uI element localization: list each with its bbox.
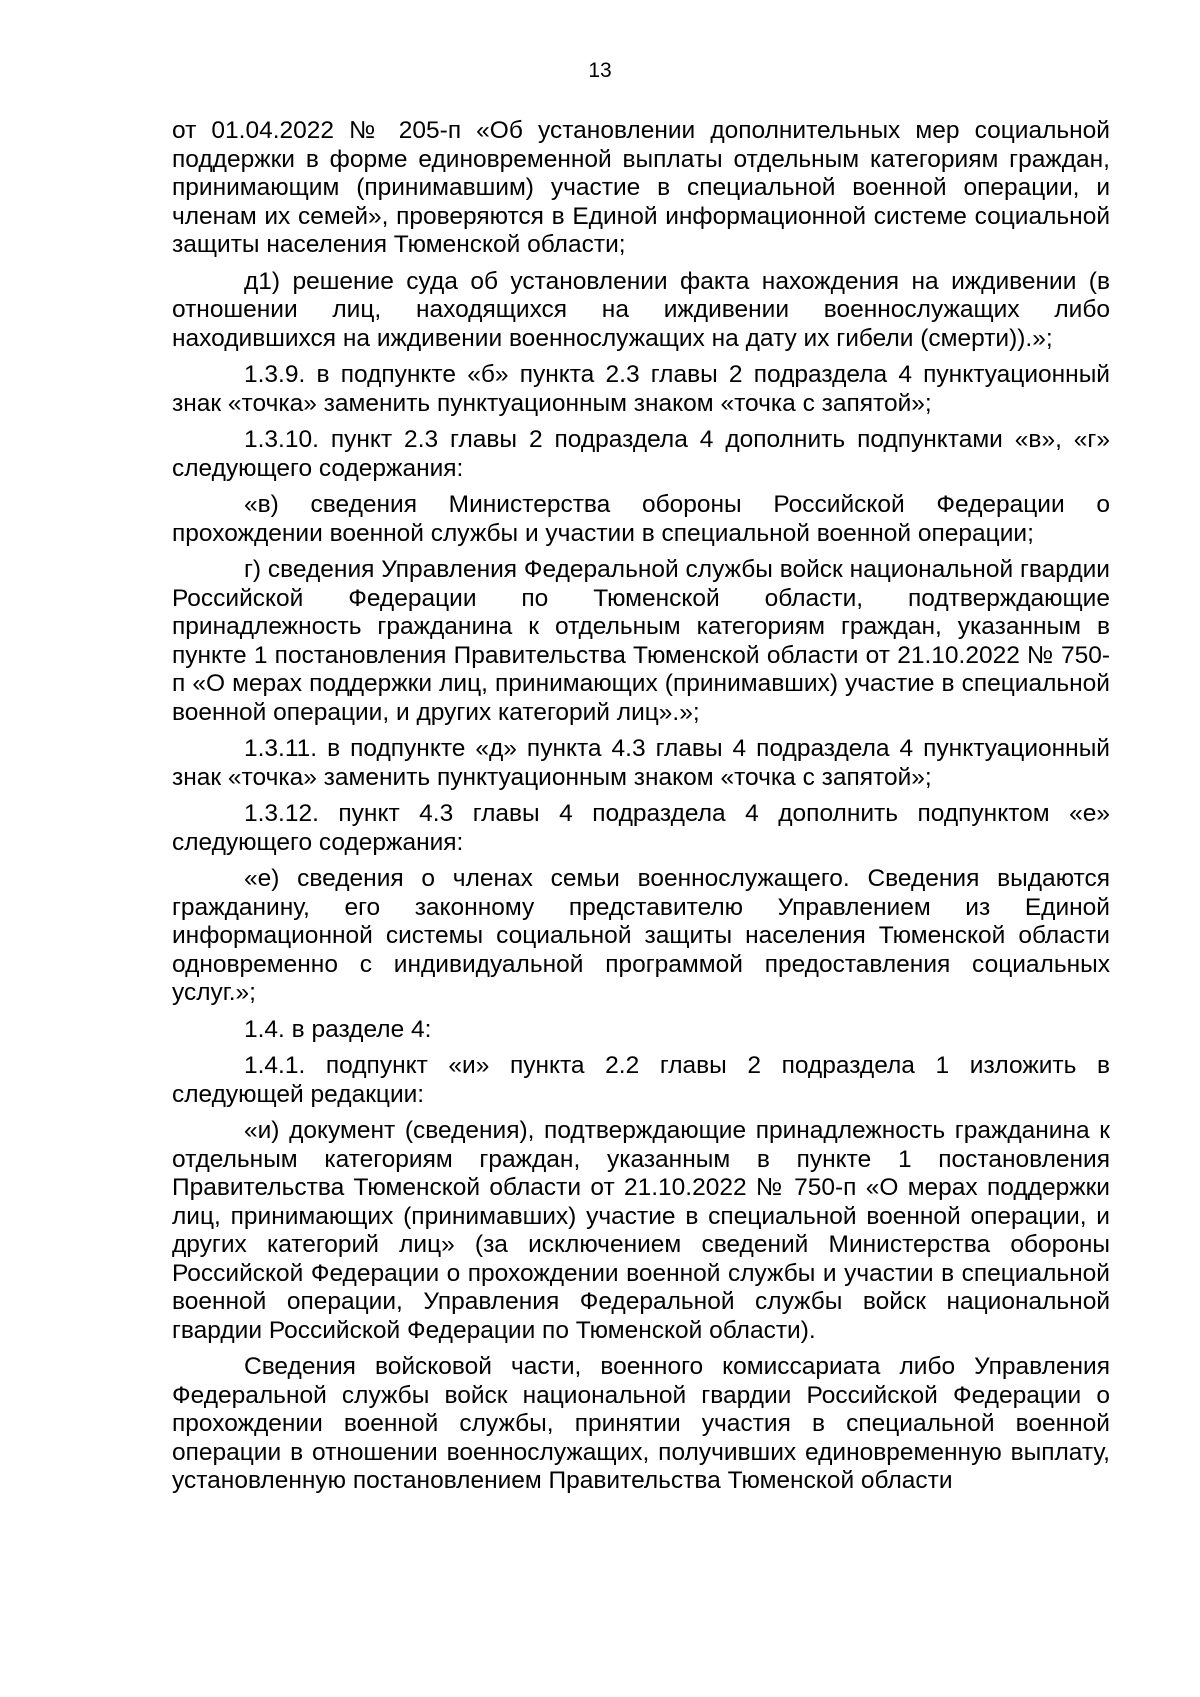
paragraph-svedeniya: Сведения войсковой части, военного комиссариата либо Управления Федеральной службы войск национальной гвардии Российской Федерации о прохождении военной службы, принятии участия в специальной военной операции в отношении военнослужащих, получивших единовременную выплату, установленную постановлением Правительства Тюменской области	[172, 1353, 1110, 1494]
paragraph-subitem-e: «е) сведения о членах семьи военнослужащего. Сведения выдаются гражданину, его законному представителю Управлением из Единой информационной системы социальной защиты населения Тюменской области одновременно с индивидуальной программой предоставления социальных услуг.»;	[172, 865, 1110, 1006]
paragraph-1-3-12: 1.3.12. пункт 4.3 главы 4 подраздела 4 дополнить подпунктом «е» следующего содержания:	[172, 800, 1110, 856]
paragraph-d1: д1) решение суда об установлении факта нахождения на иждивении (в отношении лиц, находящихся на иждивении военнослужащих либо находившихся на иждивении военнослужащих на дату их гибели (смерти)).»;	[172, 267, 1110, 352]
paragraph-continuation: от 01.04.2022 № 205-п «Об установлении дополнительных мер социальной поддержки в форме единовременной выплаты отдельным категориям граждан, принимающим (принимавшим) участие в специальной военной операции, и членам их семей», проверяются в Единой информационной системе социальной защиты населения Тюменской области;	[172, 117, 1110, 258]
paragraph-1-3-9: 1.3.9. в подпункте «б» пункта 2.3 главы 2 подраздела 4 пунктуационный знак «точка» заменить пунктуационным знаком «точка с запятой»;	[172, 361, 1110, 417]
paragraph-subitem-v: «в) сведения Министерства обороны Российской Федерации о прохождении военной службы и участии в специальной военной операции;	[172, 491, 1110, 547]
document-body	[172, 117, 1110, 1504]
paragraph-subitem-g: г) сведения Управления Федеральной службы войск национальной гвардии Российской Федерации по Тюменской области, подтверждающие принадлежность гражданина к отдельным категориям граждан, указанным в пункте 1 постановления Правительства Тюменской области от 21.10.2022 № 750-п «О мерах поддержки лиц, принимающих (принимавших) участие в специальной военной операции, и других категорий лиц».»;	[172, 556, 1110, 726]
paragraph-1-4-1: 1.4.1. подпункт «и» пункта 2.2 главы 2 подраздела 1 изложить в следующей редакции:	[172, 1052, 1110, 1108]
page-number: 13	[588, 59, 612, 82]
paragraph-1-3-10: 1.3.10. пункт 2.3 главы 2 подраздела 4 дополнить подпунктами «в», «г» следующего содержания:	[172, 426, 1110, 482]
paragraph-1-3-11: 1.3.11. в подпункте «д» пункта 4.3 главы 4 подраздела 4 пунктуационный знак «точка» заменить пунктуационным знаком «точка с запятой»;	[172, 735, 1110, 791]
paragraph-subitem-i: «и) документ (сведения), подтверждающие принадлежность гражданина к отдельным категориям граждан, указанным в пункте 1 постановления Правительства Тюменской области от 21.10.2022 № 750-п «О мерах поддержки лиц, принимающих (принимавших) участие в специальной военной операции, и других категорий лиц» (за исключением сведений Министерства обороны Российской Федерации о прохождении военной службы и участии в специальной военной операции, Управления Федеральной службы войск национальной гвардии Российской Федерации по Тюменской области).	[172, 1117, 1110, 1344]
paragraph-1-4: 1.4. в разделе 4:	[244, 1015, 432, 1043]
